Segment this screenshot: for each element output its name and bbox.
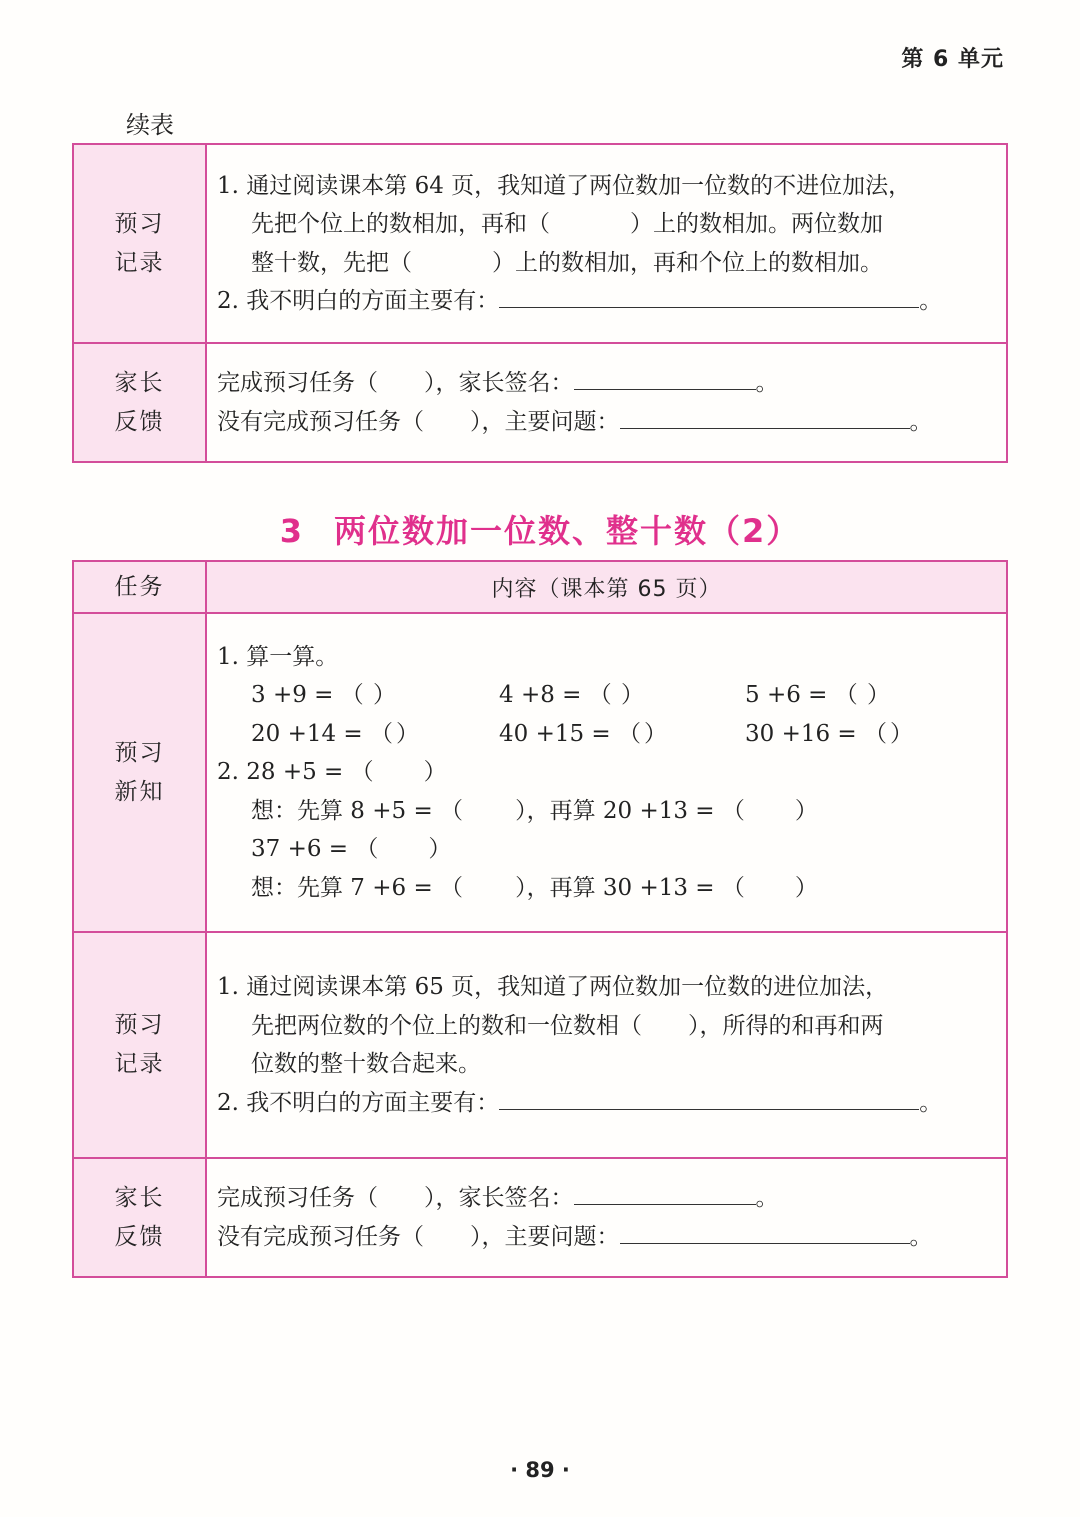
- text-fragment: 先把两位数的个位上的数和一位数相（: [251, 1012, 642, 1039]
- text-fragment: 2. 28 +5 = （: [217, 759, 374, 786]
- equation: 40 +15 = （: [499, 720, 642, 747]
- section-title-text: 两位数加一位数、整十数（2）: [333, 512, 801, 550]
- text-fragment: 2. 我不明白的方面主要有：: [217, 288, 500, 314]
- signature-line[interactable]: [574, 1180, 756, 1205]
- new-knowledge-row: [73, 613, 1007, 932]
- answer-paren[interactable]: ）: [373, 682, 396, 709]
- label-line: 预习: [114, 210, 165, 237]
- text-fragment: ）: [428, 836, 452, 863]
- equation: 20 +14 = （: [251, 720, 394, 747]
- text-fragment: ）上的数相加。两位数加: [630, 211, 883, 237]
- text-fragment: ）上的数相加，再和个位上的数相加。: [492, 249, 883, 276]
- text-fragment: 没有完成预习任务（: [217, 1223, 424, 1250]
- text-line: 1. 通过阅读课本第 65 页，我知道了两位数加一位数的进位加法，: [217, 974, 889, 1000]
- period: 。: [755, 1185, 779, 1211]
- answer-line[interactable]: [499, 1085, 919, 1110]
- text-line: [217, 282, 996, 321]
- header-row: [73, 561, 1007, 613]
- period: 。: [919, 1089, 943, 1116]
- parent-feedback-content: [206, 1158, 1007, 1277]
- lesson-table: [72, 560, 1008, 1278]
- parent-feedback-row: [73, 343, 1007, 462]
- text-fragment: 想：先算 8 +5 = （: [251, 797, 464, 824]
- parent-feedback-label: [73, 343, 206, 462]
- label-line: 反馈: [114, 1223, 165, 1250]
- unit-label: 第 6 单元: [901, 47, 1004, 72]
- text-fragment: ），再算 20 +13 = （: [515, 797, 745, 824]
- label-line: 记录: [114, 1051, 165, 1077]
- preview-record-label: [73, 932, 206, 1158]
- signature-line[interactable]: [574, 365, 756, 390]
- text-fragment: ），所得的和再和两: [688, 1012, 884, 1039]
- text-fragment: ）: [794, 797, 818, 824]
- text-fragment: ）: [794, 874, 818, 901]
- text-line: [217, 403, 996, 442]
- text-line: [217, 1179, 996, 1218]
- text-line: [217, 753, 996, 792]
- preview-record-row: [73, 932, 1007, 1158]
- label-line: 家长: [114, 1184, 165, 1211]
- header-task: 任务: [73, 561, 206, 613]
- text-line: [217, 205, 996, 244]
- label-line: 记录: [114, 249, 165, 276]
- equation: 30 +16 = （: [745, 720, 888, 747]
- text-fragment: 2. 我不明白的方面主要有：: [217, 1089, 500, 1116]
- answer-paren[interactable]: ）: [867, 682, 890, 709]
- period: 。: [909, 408, 933, 435]
- text-fragment: ），家长签名：: [424, 1185, 574, 1211]
- text-line: [217, 792, 996, 831]
- text-fragment: ），再算 30 +13 = （: [515, 874, 745, 901]
- period: 。: [919, 288, 943, 314]
- problem-line[interactable]: [620, 404, 910, 429]
- text-line: 位数的整十数合起来。: [251, 1051, 481, 1077]
- continued-table: [72, 143, 1008, 463]
- answer-paren[interactable]: ）: [890, 720, 913, 747]
- text-line: [217, 869, 996, 908]
- answer-line[interactable]: [499, 283, 919, 308]
- new-knowledge-content: [206, 613, 1007, 932]
- parent-feedback-row: [73, 1158, 1007, 1277]
- exercise-row: [217, 715, 996, 754]
- parent-feedback-content: [206, 343, 1007, 462]
- preview-record-content: [206, 932, 1007, 1158]
- period: 。: [755, 370, 779, 396]
- equation: 4 +8 = （: [499, 682, 612, 709]
- equation: 5 +6 = （: [745, 682, 858, 709]
- section-number: 3: [279, 512, 304, 550]
- text-line: [217, 1007, 996, 1046]
- text-line: [217, 1218, 996, 1257]
- problem-line[interactable]: [620, 1219, 910, 1244]
- label-line: 预习: [114, 739, 165, 766]
- text-fragment: 先把个位上的数相加，再和（: [251, 211, 550, 237]
- text-line: [217, 830, 996, 869]
- text-fragment: 完成预习任务（: [217, 1185, 378, 1211]
- answer-paren[interactable]: ）: [396, 720, 419, 747]
- text-line: 1. 通过阅读课本第 64 页，我知道了两位数加一位数的不进位加法，: [217, 172, 912, 199]
- label-line: 反馈: [114, 408, 165, 435]
- text-fragment: 37 +6 = （: [251, 836, 379, 863]
- text-fragment: ），家长签名：: [424, 370, 574, 396]
- text-line: [217, 244, 996, 283]
- preview-record-row: [73, 144, 1007, 343]
- text-line: 1. 算一算。: [217, 643, 339, 670]
- continued-label: 续表: [126, 111, 174, 139]
- text-fragment: ）: [423, 759, 447, 786]
- parent-feedback-label: [73, 1158, 206, 1277]
- section-title: [0, 506, 1080, 552]
- header-content: 内容（课本第 65 页）: [206, 561, 1007, 613]
- text-fragment: ），主要问题：: [470, 1223, 620, 1250]
- text-line: [217, 364, 996, 403]
- exercise-row: [217, 676, 996, 715]
- answer-paren[interactable]: ）: [621, 682, 644, 709]
- text-line: [217, 1084, 996, 1123]
- text-fragment: ），主要问题：: [470, 408, 620, 435]
- text-fragment: 想：先算 7 +6 = （: [251, 874, 464, 901]
- text-fragment: 没有完成预习任务（: [217, 408, 424, 435]
- page-number: · 89 ·: [510, 1458, 570, 1482]
- label-line: 家长: [114, 369, 165, 396]
- preview-record-content: [206, 144, 1007, 343]
- label-line: 新知: [114, 778, 165, 805]
- new-knowledge-label: [73, 613, 206, 932]
- text-fragment: 完成预习任务（: [217, 370, 378, 396]
- text-fragment: 整十数，先把（: [251, 249, 412, 276]
- preview-record-label: [73, 144, 206, 343]
- answer-paren[interactable]: ）: [644, 720, 667, 747]
- period: 。: [909, 1223, 933, 1250]
- equation: 3 +9 = （: [251, 682, 364, 709]
- label-line: 预习: [114, 1012, 165, 1038]
